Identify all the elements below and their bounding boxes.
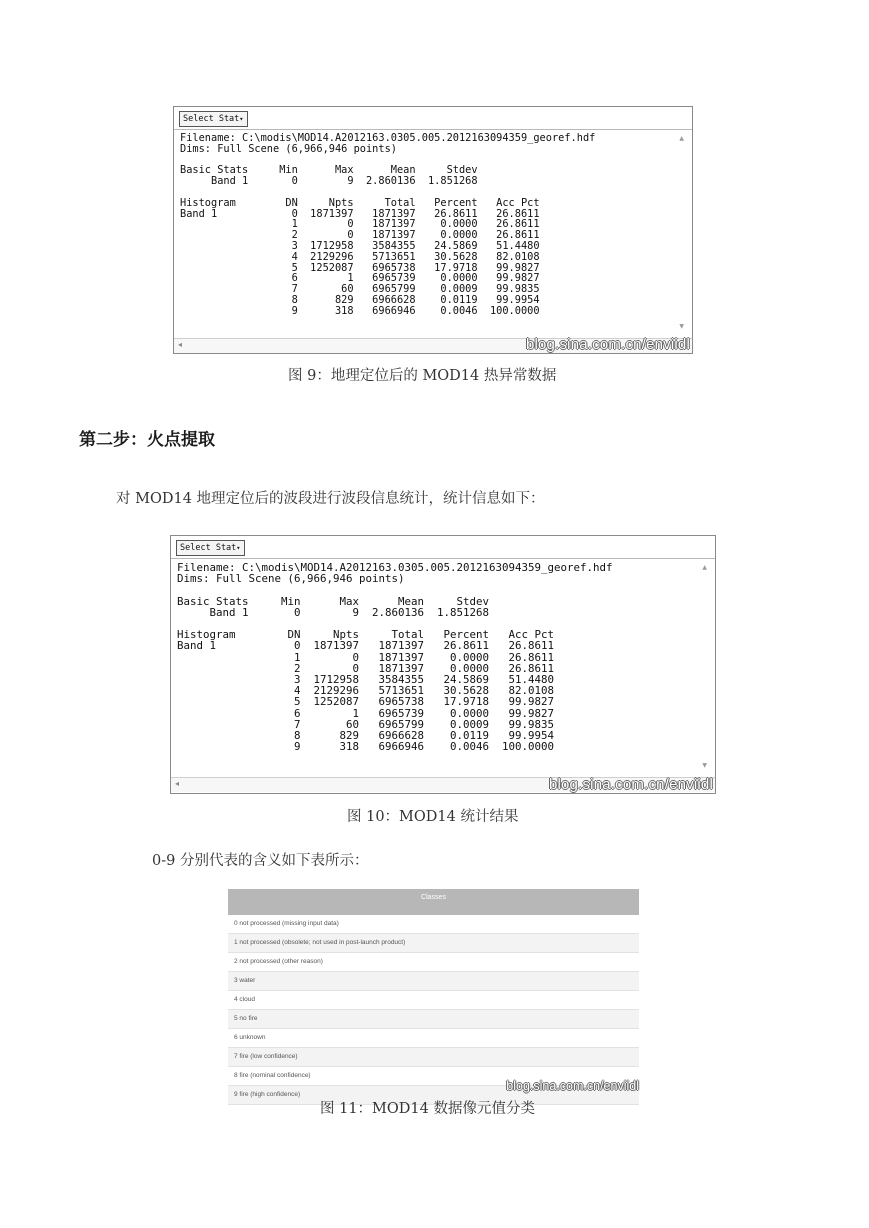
figure-11-caption: 图 11：MOD14 数据像元值分类 [320,1101,535,1117]
stat-window-1 [173,106,693,354]
chevron-down-icon: ▾ [236,544,241,552]
select-stat-button[interactable] [179,111,248,127]
stat-line: 3 1712958 3584355 24.5869 51.4480 [177,673,555,687]
scroll-down-icon[interactable]: ▼ [679,323,684,330]
scroll-left-icon[interactable]: ◂ [178,340,183,349]
stat-line: 5 1252087 6965738 17.9718 99.9827 [180,261,540,274]
stat-line: Band 1 0 1871397 1871397 26.8611 26.8611 [180,207,540,220]
stat-text [171,559,715,755]
stat-line: 9 318 6966946 0.0046 100.0000 [177,740,555,754]
stat-line: 8 829 6966628 0.0119 99.9954 [177,729,555,743]
scroll-down-icon[interactable]: ▼ [702,762,707,769]
classes-rows [228,915,639,1105]
stat-line: Dims: Full Scene (6,966,946 points) [177,572,405,586]
select-stat-label: Select Stat [183,114,240,124]
section-heading: 第二步：火点提取 [79,430,215,450]
stat-line: 6 1 6965739 0.0000 99.9827 [177,706,555,720]
stat-line: Dims: Full Scene (6,966,946 points) [180,142,397,155]
stat-line: Band 1 0 9 2.860136 1.851268 [177,605,490,619]
stat-line: Histogram DN Npts Total Percent Acc Pct [180,196,540,209]
stat-line: 2 0 1871397 0.0000 26.8611 [180,229,540,242]
stat-line: Basic Stats Min Max Mean Stdev [180,164,478,177]
stat-toolbar [171,536,715,559]
stat-line: 4 2129296 5713651 30.5628 82.0108 [180,250,540,263]
figure-9-caption: 图 9：地理定位后的 MOD14 热异常数据 [288,368,557,384]
stat-line: 6 1 6965739 0.0000 99.9827 [180,272,540,285]
stat-line: 7 60 6965799 0.0009 99.9835 [180,283,540,296]
stat-line: 5 1252087 6965738 17.9718 99.9827 [177,695,555,709]
stat-line: Band 1 0 1871397 1871397 26.8611 26.8611 [177,639,555,653]
table-row: 2 not processed (other reason) [228,953,639,972]
stat-toolbar [174,107,692,130]
scroll-up-icon[interactable]: ▲ [702,564,707,571]
stat-line: Band 1 0 9 2.860136 1.851268 [180,175,478,188]
table-row: 9 fire (high confidence) [228,1086,639,1105]
stat-line: 1 0 1871397 0.0000 26.8611 [177,650,555,664]
table-row: 1 not processed (obsolete; not used in post-launch product) [228,934,639,953]
table-row: 3 water [228,972,639,991]
scroll-left-icon[interactable]: ◂ [175,779,180,788]
stat-line: 3 1712958 3584355 24.5869 51.4480 [180,239,540,252]
table-row: 5 no fire [228,1010,639,1029]
stat-text [174,130,692,320]
note-paragraph: 0-9 分别代表的含义如下表所示： [152,853,369,869]
stat-line: 2 0 1871397 0.0000 26.8611 [177,661,555,675]
classes-table [228,889,639,1098]
section-paragraph: 对 MOD14 地理定位后的波段进行波段信息统计，统计信息如下： [116,491,545,507]
watermark: blog.sina.com.cn/enviidl [506,1079,639,1093]
watermark: blog.sina.com.cn/enviidl [525,336,690,353]
classes-header: Classes [228,889,639,915]
stat-line: 8 829 6966628 0.0119 99.9954 [180,293,540,306]
table-row: 8 fire (nominal confidence) [228,1067,639,1086]
stat-line: 1 0 1871397 0.0000 26.8611 [180,218,540,231]
figure-10-caption: 图 10：MOD14 统计结果 [347,809,519,825]
scroll-up-icon[interactable]: ▲ [679,135,684,142]
table-row: 0 not processed (missing input data) [228,915,639,934]
stat-line: 9 318 6966946 0.0046 100.0000 [180,304,540,317]
table-row: 4 cloud [228,991,639,1010]
stat-line: Filename: C:\modis\MOD14.A2012163.0305.005.2012163094359_georef.hdf [177,561,613,574]
stat-line: Filename: C:\modis\MOD14.A2012163.0305.005.2012163094359_georef.hdf [180,132,596,144]
chevron-down-icon: ▾ [239,115,244,123]
stat-window-2 [170,535,716,794]
table-row: 6 unknown [228,1029,639,1048]
stat-line: 4 2129296 5713651 30.5628 82.0108 [177,684,555,698]
watermark: blog.sina.com.cn/enviidl [548,776,713,793]
select-stat-button[interactable] [176,540,245,556]
stat-line: Basic Stats Min Max Mean Stdev [177,594,490,608]
select-stat-label: Select Stat [180,543,237,553]
table-row: 7 fire (low confidence) [228,1048,639,1067]
stat-line: Histogram DN Npts Total Percent Acc Pct [177,628,555,642]
stat-line: 7 60 6965799 0.0009 99.9835 [177,717,555,731]
